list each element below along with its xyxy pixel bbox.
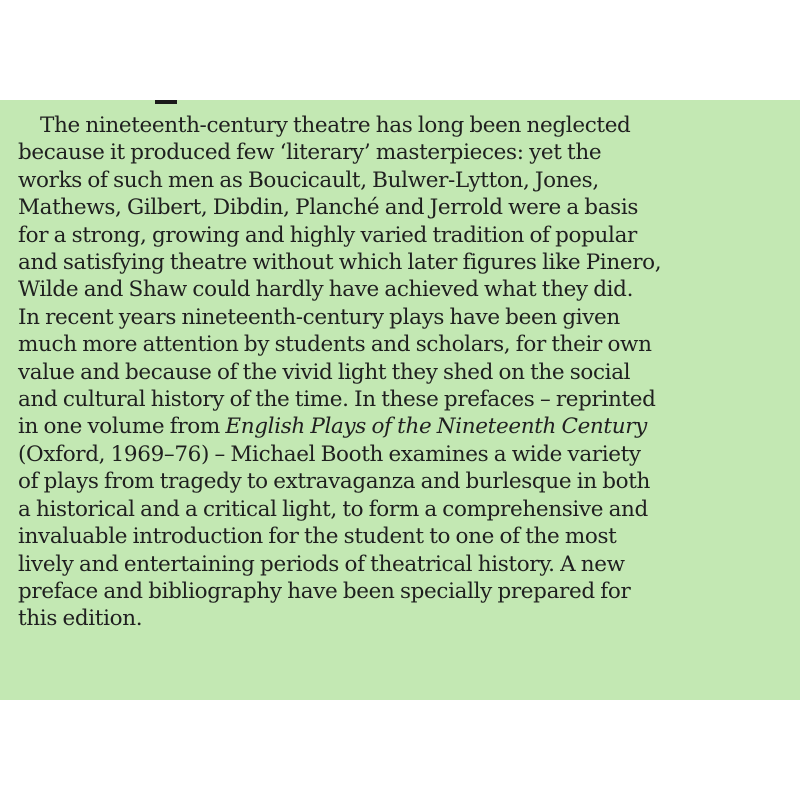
cover-text-panel bbox=[0, 100, 800, 700]
decorative-rule bbox=[155, 100, 177, 104]
text-line-15: a historical and a critical light, to form a comprehensive and bbox=[18, 496, 648, 522]
text-line-2: because it produced few ‘literary’ masterpieces: yet the bbox=[18, 140, 602, 166]
text-line-1: The nineteenth-century theatre has long been neglected bbox=[40, 113, 631, 138]
text-line-8: In recent years nineteenth-century plays have been given bbox=[18, 304, 620, 330]
text-line-16: invaluable introduction for the student to one of the most bbox=[18, 524, 617, 550]
text-line-9: much more attention by students and scholars, for their own bbox=[18, 332, 652, 358]
text-line-19: this edition. bbox=[18, 606, 143, 632]
text-line-4: Mathews, Gilbert, Dibdin, Planché and Jerrold were a basis bbox=[18, 195, 639, 221]
text-line-10: value and because of the vivid light they shed on the social bbox=[18, 359, 631, 385]
text-line-6: and satisfying theatre without which later figures like Pinero, bbox=[18, 250, 662, 276]
book-title: English Plays of the Nineteenth Century bbox=[225, 414, 647, 440]
text-line-11: and cultural history of the time. In these prefaces – reprinted bbox=[18, 387, 656, 413]
blurb-paragraph bbox=[18, 112, 786, 633]
text-line-5: for a strong, growing and highly varied tradition of popular bbox=[18, 222, 637, 248]
text-line-12 bbox=[18, 413, 786, 440]
text-line-7: Wilde and Shaw could hardly have achieved what they did. bbox=[18, 277, 634, 303]
text-line-14: of plays from tragedy to extravaganza and burlesque in both bbox=[18, 469, 651, 495]
text-line-18: preface and bibliography have been specially prepared for bbox=[18, 578, 631, 604]
text-line-12-start: in one volume from bbox=[18, 414, 226, 440]
text-line-17: lively and entertaining periods of theatrical history. A new bbox=[18, 551, 625, 577]
text-line-3: works of such men as Boucicault, Bulwer-Lytton, Jones, bbox=[18, 167, 599, 193]
text-line bbox=[18, 112, 786, 139]
text-line-13: (Oxford, 1969–76) – Michael Booth examines a wide variety bbox=[18, 441, 641, 467]
